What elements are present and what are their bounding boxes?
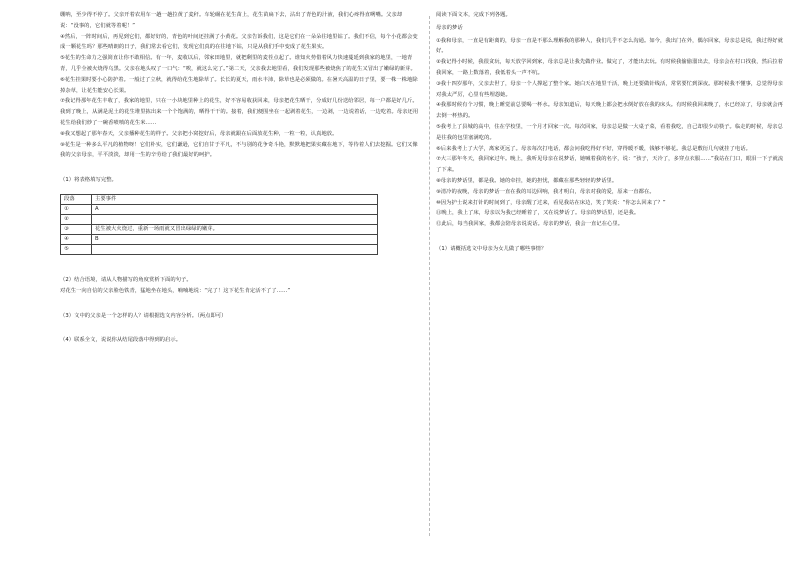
- left-paragraph: ④然后，一阵时间后，再见到它们，都好好的，青色的叶间还挂满了小黄花。父亲告诉我们，这是它们在一朵朵往地里钻了。我们不信，每个小花都会变成一颗花生吗？那些晴朗的日子，我们常去看它们，发现它们真的在往地下钻，只是从我们手中变成了花生果实。: [60, 33, 418, 51]
- table-row: [61, 224, 378, 234]
- question-2-quote: 对花生一向自信的父亲脸色铁青，猛地坐在地头，喃喃地说：“完了！这下花生肯定活不了了……”: [60, 287, 291, 294]
- right-paragraph: ③我十四岁那年，父亲去世了，母亲一个人撑起了整个家。她白天在地里干活，晚上还要做针线活，常常要忙到深夜。那时候我不懂事，总觉得母亲对我太严厉，心里有些埋怨她。: [436, 80, 784, 98]
- question-3-title: （3）文中的父亲是一个怎样的人？请根据选文内容分析。（两点即可）: [60, 312, 227, 319]
- right-paragraph: ⑩因为护士说来打针的时间到了，母亲醒了过来，看见我站在床边，笑了笑说：“你怎么回来了？”: [436, 199, 666, 206]
- question-4-title: （4）联系全文，说说你从结尾段落中得到的启示。: [60, 337, 182, 344]
- right-paragraph: ⑥后来我考上了大学，离家更远了。母亲每次打电话，都会问我吃得好不好，穿得暖不暖，钱够不够花。我总是敷衍几句就挂了电话。: [436, 145, 751, 152]
- table-header-event: 主要事件: [92, 194, 378, 204]
- table-row: [61, 234, 378, 244]
- left-paragraph: ⑨花生是一种多么平凡的植物呀！它们朴实，它们谦逊，它们自甘于平凡，不与别的花争奇斗艳，默默地把果实藏在地下，等待着人们去挖掘。它们又像我的父亲母亲，平平淡淡，却用一生的辛劳给了我们最好的呵护。: [60, 141, 418, 159]
- left-paragraph: ⑦我记得那年花生丰收了，我家的地里，只在一小块地里种上的花生，好不容易收获回来，母亲把花生晒干，分成好几份送给邻居，每一户都是好几斤。我到了晚上，从满是泥土的花生堆里拣出来一个个饱满的，晒得干干的。接着，我们便围坐在一起剥着花生，一边剥，一边说着话，一边吃着。母亲还用花生给我们炒了一碗香喷喷的花生米……: [60, 98, 419, 126]
- left-paragraph: 绷呐，至少得不停了。父亲开着农用车一趟一趟拉黄了麦秆。车轮碾在花生苗上，花生苗扁下去，沾出了青色的汁液，我们心疼得直咧嘴。父亲却说：“没事的，它们就等着呢！”: [60, 12, 403, 29]
- table-header-paragraph: 段落: [61, 194, 92, 204]
- table-cell-paragraph: ①: [61, 204, 92, 214]
- table-row: [61, 204, 378, 214]
- left-paragraph: ⑧我又想起了那年春天，父亲播种花生的样子。父亲把小窝挖好后，母亲就跟在后面放花生种，一粒一粒，认真地放。: [60, 130, 338, 137]
- table-cell-paragraph: ③: [61, 224, 92, 234]
- left-paragraph: ⑤花生的生命力之强简直让你不敢相信。有一年，麦收以后，邻家田地里，就把剩里的麦茬点起了。谁知火势借着风力快速蔓延到我家的地里，一地青青，几乎全被火烧得乌黑。父亲在地头叹了一口气：“唉，就这么完了。”第二天，父亲我去地里看，我们发现那些被烧焦了的花生又冒出了嫩绿的新芽。: [60, 55, 416, 72]
- right-paragraph: ⑤我考上了县城的高中，住在学校里，一个月才回家一次。每次回家，母亲总是做一大桌子菜，看着我吃，自己却很少动筷子。临走的时候，母亲总是往我的包里塞满吃的。: [436, 123, 784, 141]
- right-paragraph: ⑪晚上，我上了床，母亲以为我已经睡着了，又在说梦话了。母亲的梦话里，还是我。: [436, 210, 640, 217]
- table-cell-event: A: [92, 204, 378, 214]
- right-column: [436, 10, 784, 255]
- right-paragraph: ④我那时候有个习惯，晚上睡觉前总要喝一杯水。母亲知道后，每天晚上都会把水倒好放在我的床头。有时候我回来晚了，水已经凉了，母亲就会再去倒一杯热的。: [436, 102, 784, 120]
- right-paragraph: ⑦大三那年冬天，我回家过年。晚上，我听见母亲在说梦话，她喊着我的名字，说：“孩子，天冷了，多穿点衣服……”我站在门口，眼泪一下子就流了下来。: [436, 156, 784, 174]
- right-paragraph: ⑨清冷的夜晚，母亲的梦话一直在我的耳边回响，我才明白，母亲对我的爱，原来一直都在。: [436, 188, 655, 195]
- table-row: [61, 214, 378, 224]
- table-cell-paragraph: ⑤: [61, 244, 92, 254]
- question-1-title: （1）将表格填写完整。: [60, 177, 117, 184]
- events-table: [60, 194, 378, 255]
- right-paragraph: ⑧母亲的梦话里，都是我。她的牵挂，她的担忧，都藏在那些轻轻的梦话里。: [436, 177, 618, 184]
- right-paragraph: ①我和母亲，一直是有距离的，母亲一直是不那么理解我的那种人，我们几乎不怎么沟通。如今，我出门在外，偶尔回家，母亲总是说，我过得好就好。: [436, 37, 784, 55]
- question-2-title: （2）结合语境，请从人物描写的角度赏析下面的句子。: [60, 276, 192, 283]
- table-header-row: [61, 194, 378, 204]
- right-reading-passage: [436, 36, 784, 230]
- left-paragraph: ⑥花生挂果时要小心防护着。一般过了立秋，就得给花生地除草了。长长的夏天，雨水丰沛，除草也是必须做的。在暑天高温的日子里，要一株一株地除掉杂草，让花生能安心长果。: [60, 76, 418, 94]
- right-paragraph: ⑫此后，每当我回家，我都会陪母亲说说话。母亲的梦话，我会一直记在心里。: [436, 221, 624, 228]
- table-cell-event: B: [92, 234, 378, 244]
- table-cell-event: [92, 214, 378, 224]
- left-reading-passage: [60, 10, 420, 161]
- left-column: [60, 10, 420, 346]
- right-question-1-title: （1）请概括选文中母亲为女儿做了哪些事情？: [436, 245, 547, 252]
- passage-title: 母亲的梦话: [436, 24, 463, 31]
- table-row: [61, 244, 378, 254]
- table-cell-paragraph: ④: [61, 234, 92, 244]
- column-divider: [429, 16, 430, 536]
- table-cell-event: [92, 244, 378, 254]
- table-cell-paragraph: ②: [61, 214, 92, 224]
- table-cell-event: 花生被大火烧过，重新一场雨就又冒出绿绿的嫩芽。: [92, 224, 378, 234]
- right-paragraph: ②我记得小时候，我很贪玩，每天放学回到家，母亲总是让我先做作业。做完了，才能出去玩。有时候我偷偷溜出去，母亲会在村口找我，然后拉着我回家，一路上数落着，我低着头一声不吭。: [436, 59, 784, 76]
- reading-instruction: 阅读下面文本，完成下列各题。: [436, 12, 511, 18]
